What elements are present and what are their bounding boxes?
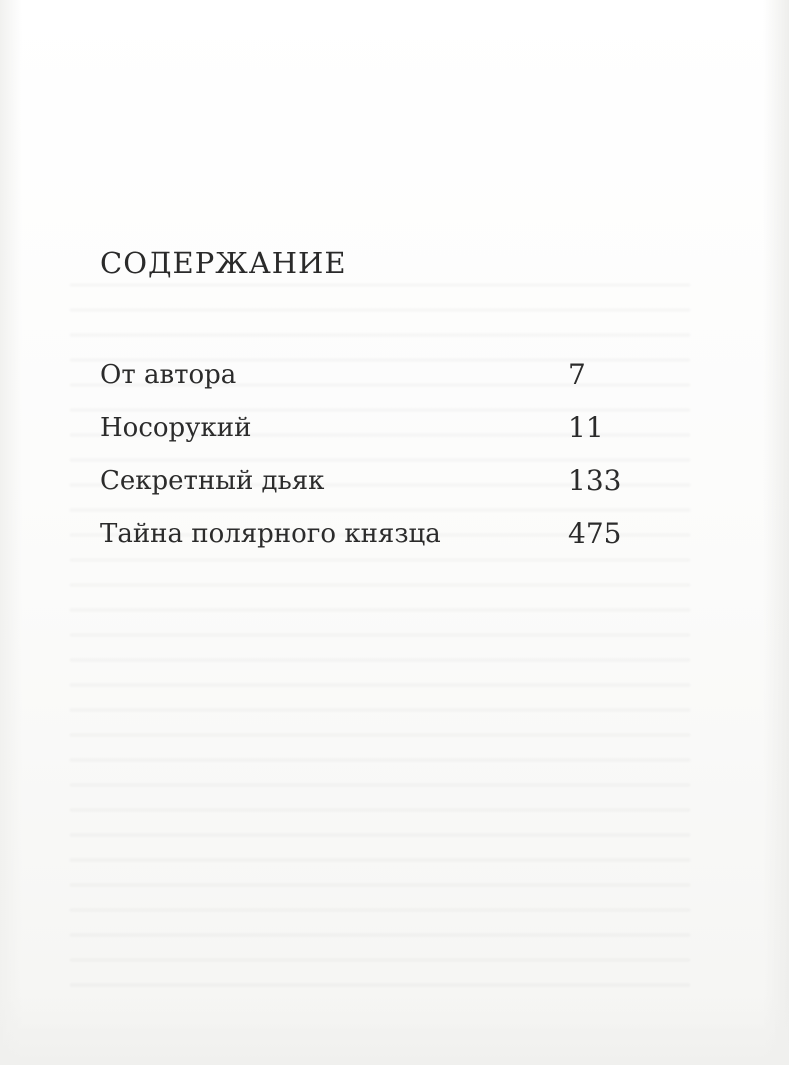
toc-entry-title: От автора xyxy=(100,360,237,390)
page-edge-shadow-right xyxy=(763,0,789,1065)
contents-heading: СОДЕРЖАНИЕ xyxy=(100,246,347,280)
toc-entry-title: Тайна полярного князца xyxy=(100,519,441,549)
toc-entry xyxy=(100,405,620,458)
toc-entry-title: Секретный дьяк xyxy=(100,466,325,496)
toc-entry-page-number: 7 xyxy=(568,358,586,391)
page-edge-shadow-left xyxy=(0,0,22,1065)
toc-entry-page-number: 475 xyxy=(568,517,622,550)
page-edge-shadow-bottom xyxy=(0,995,789,1065)
toc-entry xyxy=(100,511,620,564)
toc-entry xyxy=(100,352,620,405)
toc-entry-page-number: 11 xyxy=(568,411,604,444)
toc-entry xyxy=(100,458,620,511)
table-of-contents xyxy=(100,352,620,564)
toc-entry-page-number: 133 xyxy=(568,464,622,497)
toc-entry-title: Носорукий xyxy=(100,413,252,443)
